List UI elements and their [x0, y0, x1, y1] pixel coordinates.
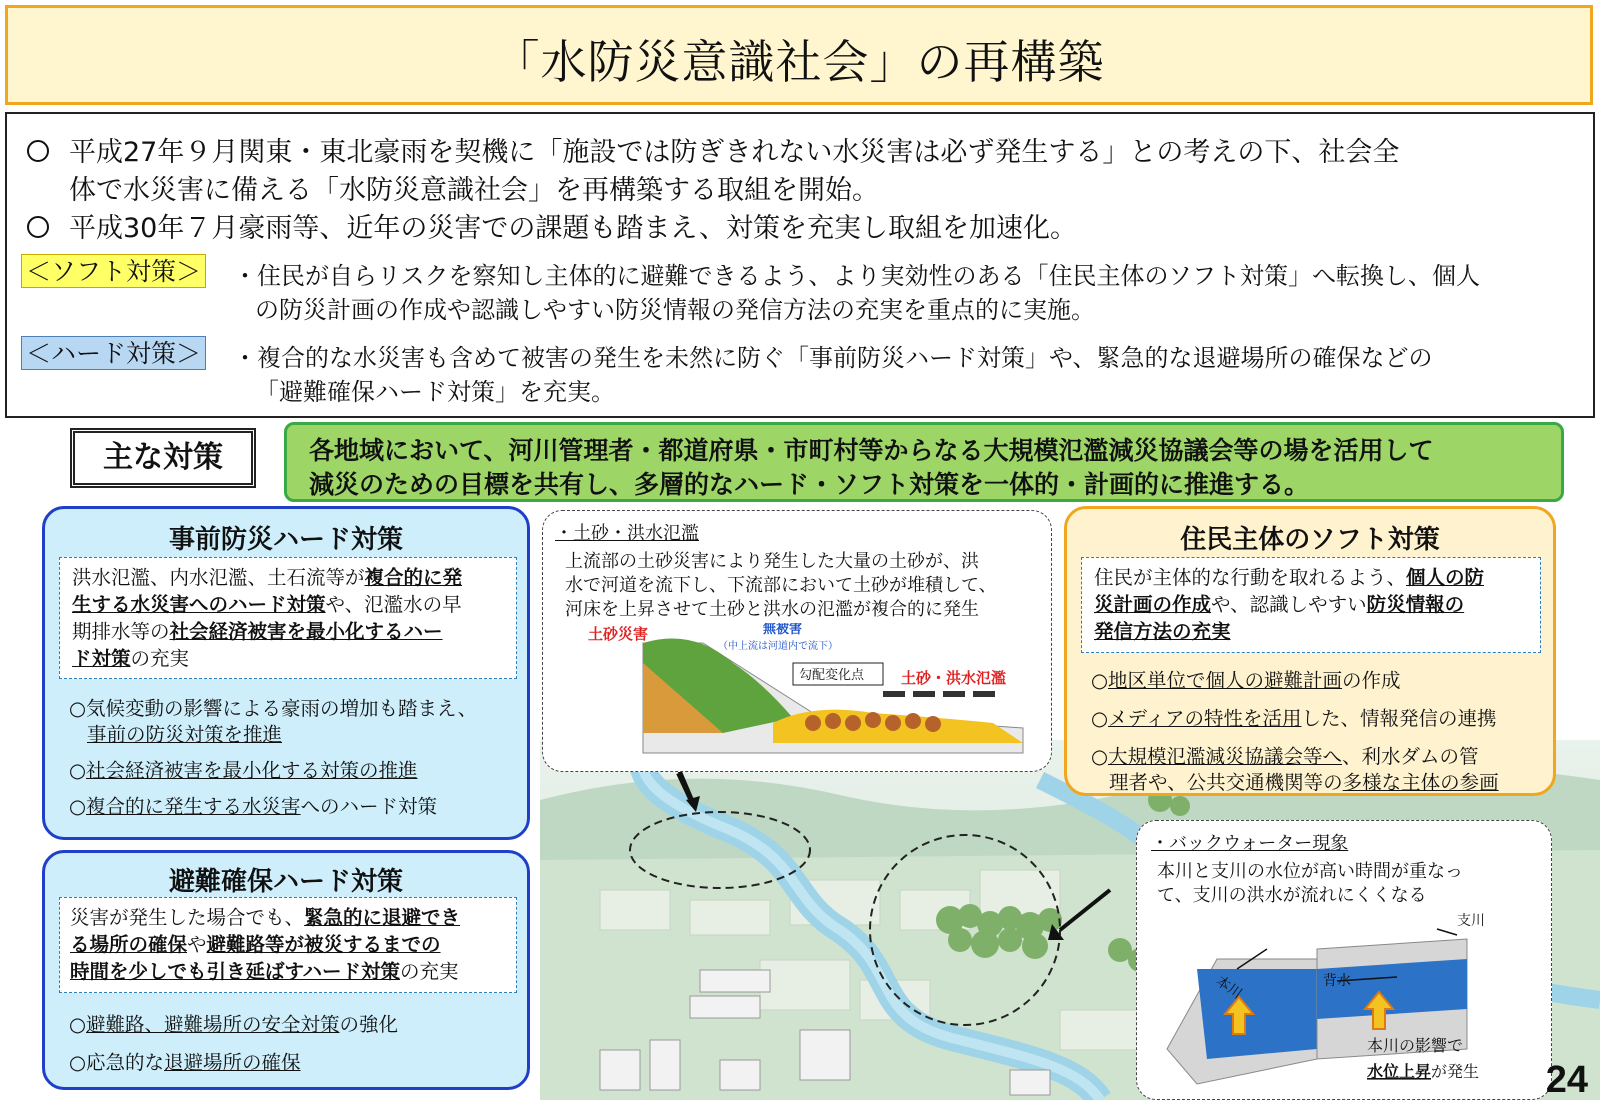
callout-line: 水で河道を流下し、下流部において土砂が堆積して、 [565, 575, 997, 596]
panel-desc-box [1081, 557, 1541, 653]
panel-desc-box [59, 897, 517, 993]
bullet-circle-icon [27, 140, 49, 162]
intro-bullet1-line2: 体で水災害に備える「水防災意識社会」を再構築する取組を開始。 [69, 175, 879, 206]
panel-desc-box [59, 557, 517, 679]
desc-emph: 災計画の作成 [1094, 593, 1212, 616]
desc-text: や [187, 933, 207, 956]
intro-bullet2: 平成30年７月豪雨等、近年の災害での課題も踏まえ、対策を充実し取組を加速化。 [69, 213, 1077, 244]
item-text: メディアの特性を活用 [1108, 707, 1302, 730]
measure-item-cont: 事前の防災対策を推進 [87, 723, 283, 746]
item-text: 退避場所の確保 [164, 1051, 301, 1074]
soft-measures-tag: ＜ソフト対策＞ [21, 254, 206, 288]
measure-item [69, 1047, 301, 1075]
bullet-circle-icon [27, 216, 49, 238]
item-text: 社会経済被害を最小化する対策の推進 [86, 759, 418, 782]
callout-backwater [1136, 820, 1552, 1100]
desc-line [70, 931, 441, 958]
desc-line [70, 958, 458, 985]
item-text: 多様な主体の参画 [1342, 771, 1499, 794]
panel-title: 避難確保ハード対策 [168, 867, 403, 897]
callout-line: 河床を上昇させて土砂と洪水の氾濫が複合的に発生 [565, 599, 979, 620]
desc-text: 災害が発生した場合でも、 [70, 906, 305, 929]
desc-line [72, 645, 189, 672]
diagram-note1: 本川の影響で [1367, 1036, 1464, 1055]
title-banner [5, 5, 1593, 105]
desc-emph: 発信方法の充実 [1094, 620, 1231, 643]
page-number: 24 [1545, 1059, 1588, 1101]
banner-line1: 各地域において、河川管理者・都道府県・市町村等からなる大規模氾濫減災協議会等の場を活用して [309, 436, 1434, 465]
diagram-gradient-label: 勾配変化点 [799, 668, 865, 683]
desc-line [70, 904, 460, 931]
hard-measures-tag: ＜ハード対策＞ [21, 336, 206, 370]
desc-line [72, 564, 462, 591]
diagram-flood-label: 土砂・洪水氾濫 [901, 669, 1007, 687]
callout-heading: ・土砂・洪水氾濫 [555, 523, 699, 544]
sediment-diagram [583, 623, 1033, 763]
item-text: 、利水ダムの管 [1342, 745, 1479, 768]
desc-text: の充実 [130, 647, 190, 670]
measure-item-cont [1109, 767, 1499, 795]
callout-heading: ・バックウォーター現象 [1151, 833, 1349, 854]
diagram-tributary-label: 支川 [1457, 913, 1485, 929]
item-text: の強化 [339, 1013, 399, 1036]
hard-line2: 「避難確保ハード対策」を充実。 [255, 378, 615, 406]
desc-line [1094, 591, 1464, 618]
desc-emph: 社会経済被害を最小化するハー [169, 620, 443, 643]
note2-text: が発生 [1431, 1062, 1480, 1081]
desc-line [1094, 618, 1231, 645]
page-title: 「水防災意識社会」の再構築 [493, 35, 1105, 89]
main-measures-label: 主な対策 [70, 428, 256, 488]
panel-title: 事前防災ハード対策 [168, 525, 403, 555]
item-text: へのハード対策 [300, 795, 438, 818]
intro-bullet1-line1: 平成27年９月関東・東北豪雨を契機に「施設では防ぎきれない水災害は必ず発生する」との考えの下、社会全 [69, 137, 1400, 168]
panel-title: 住民主体のソフト対策 [1180, 525, 1440, 555]
desc-emph: 避難路等が被災するまでの [206, 933, 441, 956]
item-marker: ○ [1091, 707, 1109, 730]
item-text: の作成 [1342, 669, 1401, 692]
desc-line [72, 618, 443, 645]
item-text: 大規模氾濫減災協議会等へ [1108, 745, 1343, 768]
desc-text: 洪水氾濫、内水氾濫、土石流等が [72, 566, 365, 589]
measure-item [1091, 741, 1479, 769]
soft-line1: ・住民が自らリスクを察知し主体的に避難できるよう、より実効性のある「住民主体のソフト対策」へ転換し、個人 [233, 262, 1481, 290]
item-marker: ○ [69, 1013, 87, 1036]
item-text: ○応急的な [69, 1051, 165, 1074]
desc-text: 住民が主体的な行動を取れるよう、 [1094, 566, 1407, 589]
desc-text: や、氾濫水の早 [325, 593, 462, 616]
desc-emph: 生する水災害へのハード対策 [72, 593, 326, 616]
callout-line: 本川と支川の水位が高い時間が重なっ [1157, 861, 1463, 882]
item-text: 理者や、公共交通機関等の [1109, 771, 1343, 794]
desc-text: 期排水等の [72, 620, 170, 643]
diagram-backwater-label: 背水 [1323, 973, 1351, 989]
panel-evacuation-hard [42, 850, 530, 1090]
policy-banner [284, 422, 1564, 502]
desc-emph: 個人の防 [1406, 566, 1485, 589]
item-text: 複合的に発生する水災害 [86, 795, 301, 818]
intro-box [5, 112, 1595, 418]
desc-emph: ド対策 [72, 647, 131, 670]
soft-line2: の防災計画の作成や認識しやすい防災情報の発信方法の充実を重点的に実施。 [255, 296, 1095, 324]
desc-emph: る場所の確保 [70, 933, 188, 956]
diagram-main-river-label: 本川 [1212, 973, 1245, 1003]
measure-item [1091, 703, 1496, 731]
panel-resident-soft [1064, 506, 1556, 796]
diagram-note2 [1367, 1062, 1479, 1081]
panel-prevention-hard [42, 506, 530, 840]
item-text: した、情報発信の連携 [1301, 707, 1497, 730]
item-marker: ○ [1091, 669, 1109, 692]
desc-emph: 緊急的に退避でき [304, 906, 461, 929]
callout-sediment-flood [542, 510, 1052, 772]
diagram-no-damage-label: 無被害 [763, 623, 803, 637]
diagram-no-damage-sub: （中上流は河道内で流下） [718, 641, 838, 652]
callout-line: 上流部の土砂災害により発生した大量の土砂が、洪 [565, 551, 979, 572]
measure-item [1091, 665, 1401, 693]
backwater-diagram [1137, 909, 1553, 1099]
measure-item [69, 791, 437, 819]
item-marker: ○ [1091, 745, 1109, 768]
desc-text: や、認識しやすい [1211, 593, 1367, 616]
item-text: 避難路、避難場所の安全対策 [86, 1013, 340, 1036]
desc-line [1094, 564, 1484, 591]
measure-item: ○気候変動の影響による豪雨の増加も踏まえ、 [69, 697, 478, 720]
hard-line1: ・複合的な水災害も含めて被害の発生を未然に防ぐ「事前防災ハード対策」や、緊急的な退避場所の確保などの [233, 344, 1433, 372]
item-marker: ○ [69, 759, 87, 782]
desc-line [72, 591, 462, 618]
desc-text: の充実 [399, 960, 459, 983]
desc-emph: 防災情報の [1366, 593, 1465, 616]
desc-emph: 複合的に発 [364, 566, 463, 589]
measure-item [69, 755, 418, 783]
measure-item [69, 1009, 398, 1037]
banner-line2: 減災のための目標を共有し、多層的なハード・ソフト対策を一体的・計画的に推進する。 [309, 470, 1310, 499]
note2-emph: 水位上昇 [1367, 1062, 1432, 1081]
item-marker: ○ [69, 795, 87, 818]
callout-line: て、支川の洪水が流れにくくなる [1157, 885, 1427, 906]
item-text: 地区単位で個人の避難計画 [1108, 669, 1343, 692]
diagram-landslide-label: 土砂災害 [588, 625, 649, 643]
desc-emph: 時間を少しでも引き延ばすハード対策 [70, 960, 400, 983]
